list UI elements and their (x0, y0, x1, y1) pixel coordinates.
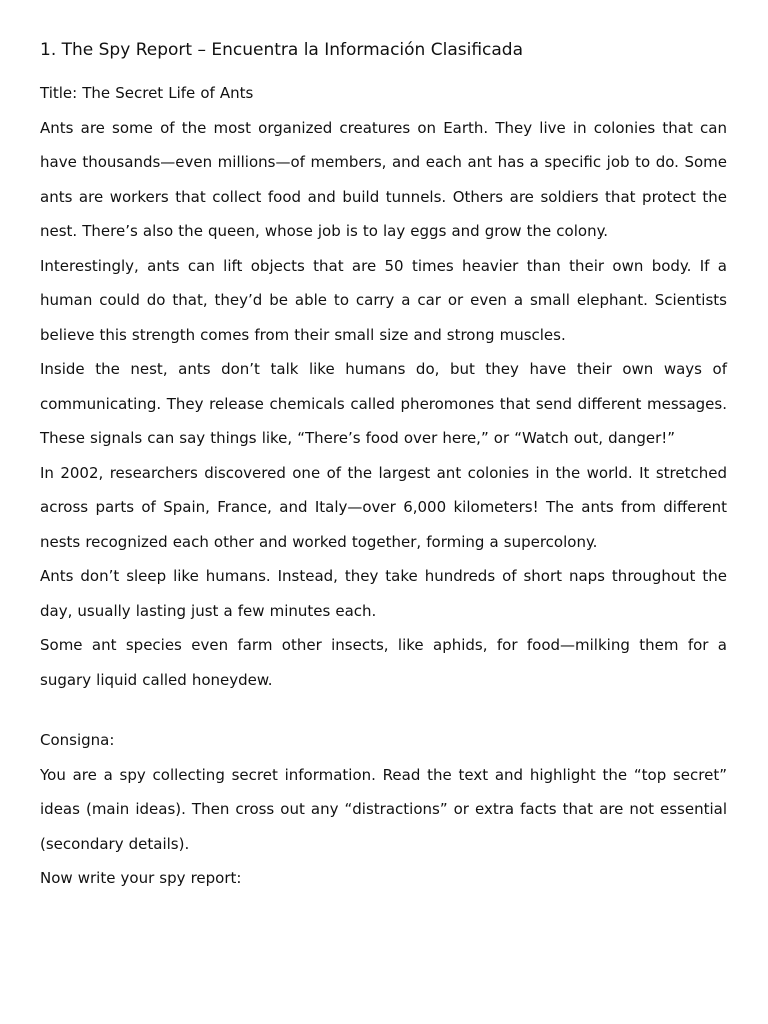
closing-prompt: Now write your spy report: (40, 869, 242, 887)
consigna-text: You are a spy collecting secret information. Read the text and highlight the “top secret” ideas (main ideas). Then cross out any “distractions” or extra facts that are not essential (secondary details). (40, 765, 727, 853)
story-title: Title: The Secret Life of Ants (40, 84, 254, 102)
paragraph-5: Ants don’t sleep like humans. Instead, they take hundreds of short naps throughout the day, usually lasting just a few minutes each. (40, 567, 727, 620)
consigna-label: Consigna: (40, 731, 115, 749)
section-spacer (40, 697, 727, 723)
paragraph-4: In 2002, researchers discovered one of the largest ant colonies in the world. It stretched across parts of Spain, France, and Italy—over 6,000 kilometers! The ants from different nests recognized each other and worked together, forming a supercolony. (40, 463, 727, 551)
paragraph-1: Ants are some of the most organized creatures on Earth. They live in colonies that can have thousands—even millions—of members, and each ant has a specific job to do. Some ants are workers that collect food and build tunnels. Others are soldiers that protect the nest. There’s also the queen, whose job is to lay eggs and grow the colony. (40, 118, 727, 240)
document-heading: 1. The Spy Report – Encuentra la Información Clasificada (40, 40, 524, 60)
paragraph-2: Interestingly, ants can lift objects that are 50 times heavier than their own body. If a human could do that, they’d be able to carry a car or even a small elephant. Scientists believe this strength comes from their small size and strong muscles. (40, 256, 727, 344)
paragraph-6: Some ant species even farm other insects, like aphids, for food—milking them for a sugary liquid called honeydew. (40, 636, 727, 689)
paragraph-3: Inside the nest, ants don’t talk like humans do, but they have their own ways of communicating. They release chemicals called pheromones that send different messages. These signals can say things like, “There’s food over here,” or “Watch out, danger!” (40, 360, 727, 447)
